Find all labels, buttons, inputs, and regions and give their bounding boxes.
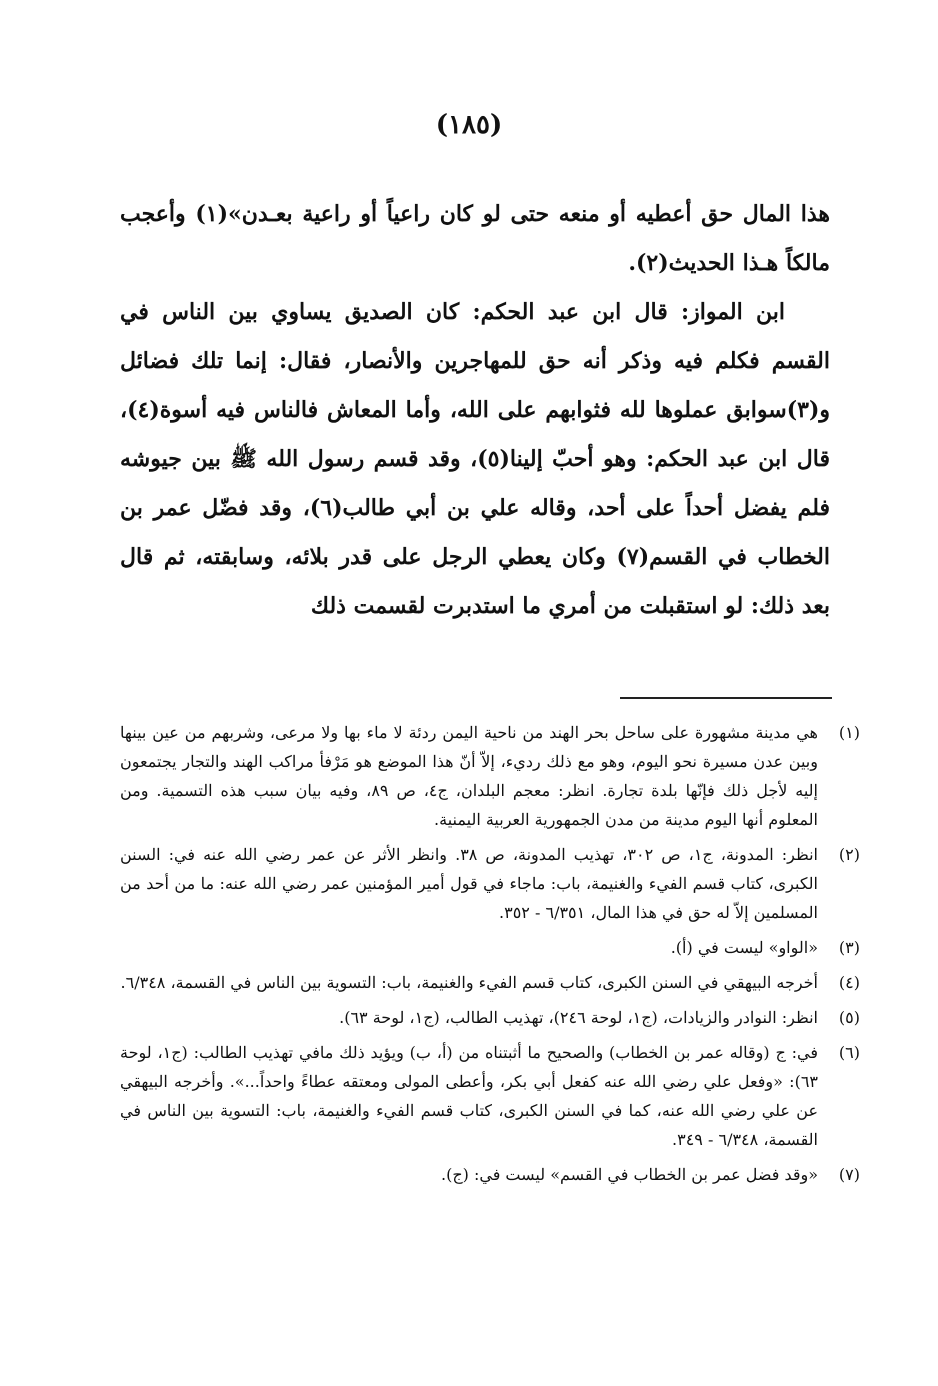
footnote-number: (٥) (838, 1008, 860, 1027)
paragraph-1: هذا المال حق أعطيه أو منعه حتى لو كان راعياً أو راعية بعـدن»(١) وأعجب مالكاً هـذا الحديث(٢). (120, 201, 830, 276)
footnotes (120, 718, 860, 1195)
footnote-number: (٤) (838, 973, 860, 992)
footnote-number: (٢) (838, 845, 860, 864)
footnote-text: انظر: النوادر والزيادات، (ج١، لوحة ٢٤٦)، تهذيب الطالب، (ج١، لوحة ٦٣). (339, 1008, 818, 1027)
footnote-text: انظر: المدونة، ج١، ص ٣٠٢، تهذيب المدونة، ص ٣٨. وانظر الأثر عن عمر رضي الله عنه في: السنن الكبرى، كتاب قسم الفيء والغنيمة، باب: ماجاء في قول أمير المؤمنين عمر رضي الله عنه: ما من أحد من المسلمين إلاّ له حق في هذا المال، ٦/٣٥١ - ٣٥٢. (120, 845, 819, 922)
footnote-number: (١) (838, 723, 860, 742)
footnote-text: «وقد فضل عمر بن الخطاب في القسم» ليست في: (ج). (440, 1165, 818, 1184)
footnote (120, 1003, 860, 1032)
footnote (120, 1038, 860, 1154)
footnote-number: (٧) (838, 1165, 860, 1184)
main-text (120, 190, 830, 631)
footnote (120, 840, 860, 927)
footnote-text: في: ج (وقاله عمر بن الخطاب) والصحيح ما أثبتناه من (أ، ب) ويؤيد ذلك مافي تهذيب الطالب: (ج١، لوحة ٦٣): «وفعل علي رضي الله عنه كفعل أبي بكر، وأعطى المولى ومعتقه عطاءً واحداً...». وأخرجه البيهقي عن علي رضي الله عنه، كما في السنن الكبرى، كتاب قسم الفيء والغنيمة، باب: التسوية بين الناس في القسمة، ٦/٣٤٨ - ٣٤٩. (120, 1043, 819, 1149)
footnote (120, 718, 860, 834)
footnote-separator (620, 697, 832, 699)
page-number: (١٨٥) (435, 110, 503, 140)
footnote-text: أخرجه البيهقي في السنن الكبرى، كتاب قسم الفيء والغنيمة، باب: التسوية بين الناس في القسمة، ٦/٣٤٨. (120, 973, 818, 992)
footnote-text: «الواو» ليست في (أ). (670, 938, 818, 957)
footnote-number: (٦) (838, 1043, 860, 1062)
paragraph-2: ابن المواز: قال ابن عبد الحكم: كان الصديق يساوي بين الناس في القسم فكلم فيه وذكر أنه حق للمهاجرين والأنصار، فقال: إنما تلك فضائل و(٣)سوابق عملوها لله فثوابهم على الله، وأما المعاش فالناس فيه أسوة(٤)، قال ابن عبد الحكم: وهو أحبّ إلينا(٥)، وقد قسم رسول الله ﷺ بين جيوشه فلم يفضل أحداً على أحد، وقاله علي بن أبي طالب(٦)، وقد فضّل عمر بن الخطاب في القسم(٧) وكان يعطي الرجل على قدر بلائه، وسابقته، ثم قال بعد ذلك: لو استقبلت من أمري ما استدبرت لقسمت ذلك (120, 299, 830, 619)
footnote (120, 1160, 860, 1189)
footnote-text: هي مدينة مشهورة على ساحل بحر الهند من ناحية اليمن ردئة لا ماء بها ولا مرعى، وشربهم من عين بينها وبين عدن مسيرة نحو اليوم، وهو مع ذلك رديء، إلاّ أنّ هذا الموضع هو مَرْفأ مراكب الهند والتجار يجتمعون إليه لأجل ذلك فإنّها بلدة تجارة. انظر: معجم البلدان، ج٤، ص ٨٩، وفيه بيان سبب هذه التسمية. ومن المعلوم أنها اليوم مدينة من مدن الجمهورية العربية اليمنية. (120, 723, 819, 829)
footnote (120, 933, 860, 962)
footnote (120, 968, 860, 997)
footnote-number: (٣) (838, 938, 860, 957)
